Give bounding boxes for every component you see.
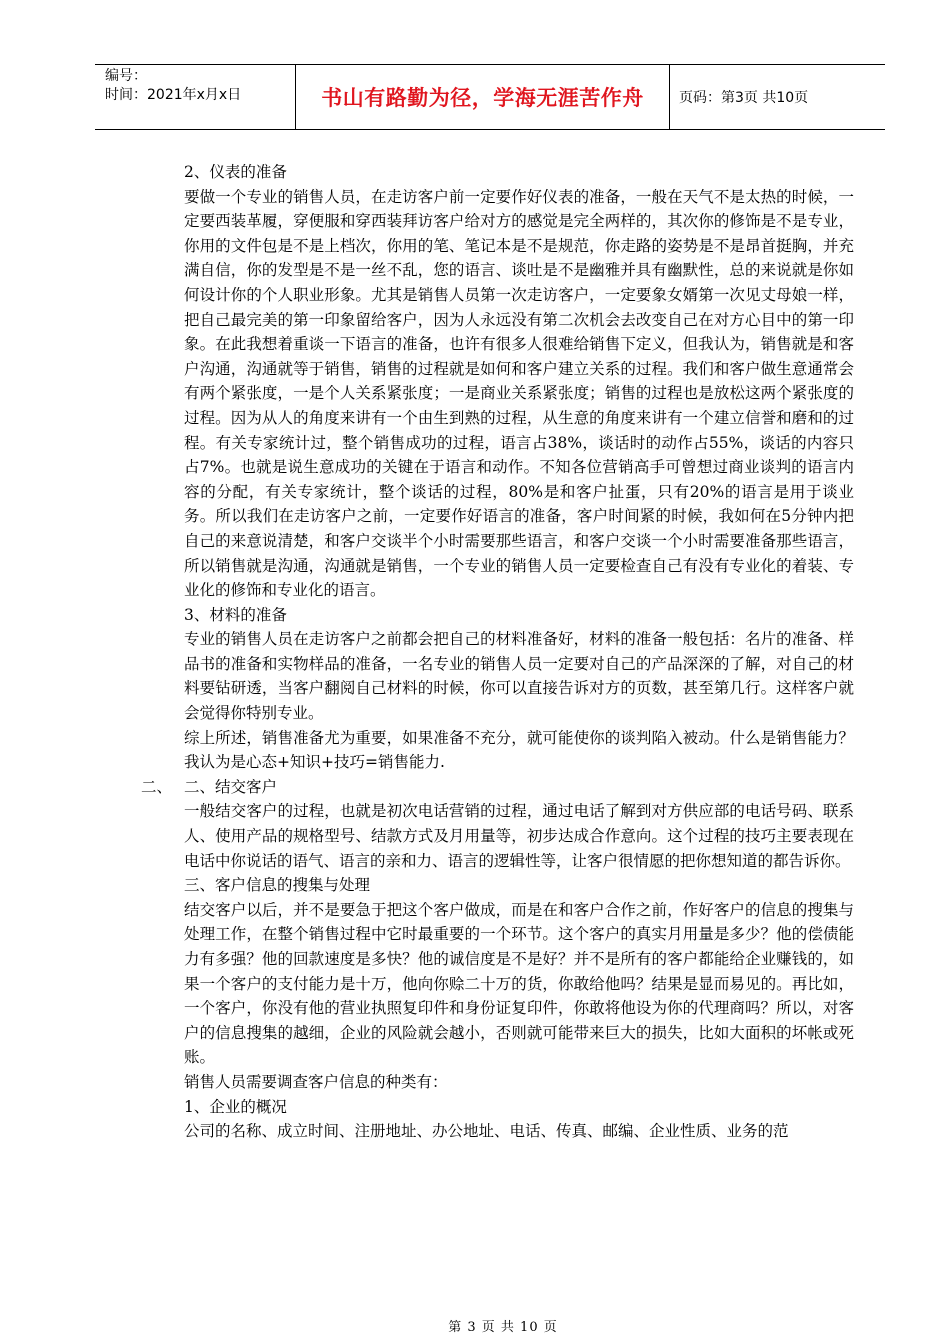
paragraph-summary: 综上所述，销售准备尤为重要，如果准备不充分，就可能使你的谈判陷入被动。什么是销售能力？我认为是心态+知识+技巧=销售能力. (184, 728, 854, 772)
page-footer (0, 1316, 950, 1335)
section-three-title: 三、客户信息的搜集与处理 (184, 876, 371, 895)
paragraph-appearance: 要做一个专业的销售人员，在走访客户前一定要作好仪表的准备，一般在天气不是太热的时候，一定要西装革履，穿便服和穿西装拜访客户给对方的感觉是完全两样的，其次你的修饰是不是专业，你用的文件包是不是上档次，你用的笔、笔记本是不是规范，你走路的姿势是不是昂首挺胸，并充满自信，你的发型是不是一丝不乱，您的语言、谈吐是不是幽雅并具有幽默性，总的来说就是你如何设计你的个人职业形象。尤其是销售人员第一次走访客户，一定要象女婿第一次见丈母娘一样，把自己最完美的第一印象留给客户，因为人永远没有第二次机会去改变自己在对方心目中的第一印象。在此我想着重谈一下语言的准备，也许有很多人很难给销售下定义，但我认为，销售就是和客户沟通，沟通就等于销售，销售的过程就是如何和客户建立关系的过程。我们和客户做生意通常会有两个紧张度，一是个人关系紧张度；一是商业关系紧张度；销售的过程也是放松这两个紧张度的过程。因为从人的角度来讲有一个由生到熟的过程，从生意的角度来讲有一个建立信誉和磨和的过程。有关专家统计过，整个销售成功的过程，语言占38%，谈话时的动作占55%，谈话的内容只占7%。也就是说生意成功的关键在于语言和动作。不知各位营销高手可曾想过商业谈判的语言内容的分配，有关专家统计，整个谈话的过程，80%是和客户扯蛋，只有20%的语言是用于谈业务。所以我们在走访客户之前，一定要作好语言的准备，客户时间紧的时候，我如何在5分钟内把自己的来意说清楚，和客户交谈半个小时需要那些语言，和客户交谈一个小时需要准备那些语言，所以销售就是沟通，沟通就是销售，一个专业的销售人员一定要检查自己有没有专业化的着装、专业化的修饰和专业化的语言。 (184, 187, 854, 600)
page-header (95, 64, 885, 130)
paragraph-section-two: 一般结交客户的过程，也就是初次电话营销的过程，通过电话了解到对方供应部的电话号码、联系人、使用产品的规格型号、结款方式及月用量等，初步达成合作意向。这个过程的技巧主要表现在电话中你说话的语气、语言的亲和力、语言的逻辑性等，让客户很情愿的把你想知道的都告诉你。 (184, 802, 854, 870)
section-two-heading-row (141, 775, 854, 800)
document-number-label: 编号： (105, 68, 147, 84)
document-time-label: 时间：2021年x月x日 (105, 87, 242, 103)
paragraph-info-types: 销售人员需要调查客户信息的种类有： (184, 1072, 448, 1091)
header-meta-cell (95, 65, 296, 129)
paragraph-section-three: 结交客户以后，并不是要急于把这个客户做成，而是在和客户合作之前，作好客户的信息的搜集与处理工作，在整个销售过程中它时最重要的一个环节。这个客户的真实月用量是多少？他的偿债能力有多强？他的回款速度是多快？他的诚信度是不是好？并不是所有的客户都能给企业赚钱的，如果一个客户的支付能力是十万，他向你赊二十万的货，你敢给他吗？结果是显而易见的。再比如，一个客户，你没有他的营业执照复印件和身份证复印件，你敢将他设为你的代理商吗？所以，对客户的信息搜集的越细，企业的风险就会越小，否则就可能带来巨大的损失，比如大面积的坏帐或死账。 (184, 900, 854, 1067)
heading-company-overview: 1、企业的概况 (184, 1097, 287, 1116)
header-page-info: 页码：第3页 共10页 (679, 90, 809, 106)
heading-appearance: 2、仪表的准备 (184, 163, 287, 181)
heading-materials: 3、材料的准备 (184, 605, 287, 624)
section-two-number: 二、 (141, 777, 173, 796)
document-body (141, 160, 854, 1144)
paragraph-materials: 专业的销售人员在走访客户之前都会把自己的材料准备好，材料的准备一般包括：名片的准备、样品书的准备和实物样品的准备，一名专业的销售人员一定要对自己的产品深深的了解，对自己的材料要钻研透，当客户翻阅自己材料的时候，你可以直接告诉对方的页数，甚至第几行。这样客户就会觉得你特别专业。 (184, 630, 854, 723)
header-motto: 书山有路勤为径，学海无涯苦作舟 (321, 86, 644, 110)
section-two-title: 二、结交客户 (184, 777, 278, 796)
header-motto-cell (296, 65, 670, 129)
paragraph-company-overview: 公司的名称、成立时间、注册地址、办公地址、电话、传真、邮编、企业性质、业务的范 (184, 1122, 789, 1141)
footer-page-number: 第 3 页 共 10 页 (448, 1320, 558, 1335)
header-page-cell (670, 65, 885, 129)
